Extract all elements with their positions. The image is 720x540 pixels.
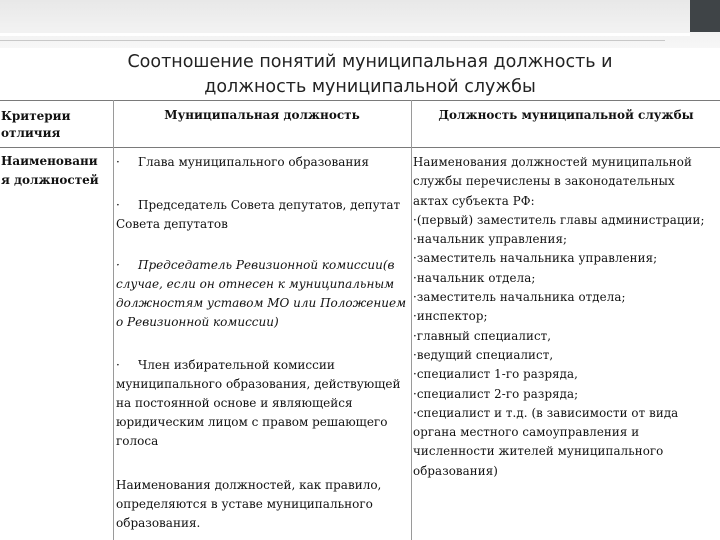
municipal-item-3	[116, 256, 410, 332]
municipal-item-2	[116, 196, 410, 234]
service-line: ·специалист 2-го разряда;	[413, 386, 579, 401]
header-criteria-line-1: Критерии	[1, 109, 71, 123]
row-label-position-names	[1, 152, 112, 190]
list-item-text: Председатель Ревизионной комиссии(в	[138, 258, 395, 272]
header-rule-white	[0, 33, 690, 36]
list-item-line: юридическим лицом с правом решающего	[116, 415, 388, 429]
service-line: ·начальник отдела;	[413, 270, 536, 285]
service-line: органа местного самоуправления и	[413, 425, 640, 440]
municipal-item-1	[116, 153, 410, 172]
row-label-line-1: Наименовани	[1, 154, 98, 168]
service-line: ·заместитель начальника управления;	[413, 251, 658, 266]
service-line: образования)	[413, 463, 498, 478]
municipal-note	[116, 476, 410, 533]
table-top-border	[0, 100, 720, 101]
list-item-line	[116, 196, 410, 215]
header-municipal-position: Муниципальная должность	[164, 108, 360, 122]
list-item-line: должностям уставом МО или Положением	[116, 296, 407, 310]
service-line: актах субъекта РФ:	[413, 193, 535, 208]
note-line: Наименования должностей, как правило,	[116, 478, 382, 492]
list-item-text: Член избирательной комиссии	[138, 358, 335, 372]
service-line: ·главный специалист,	[413, 328, 552, 343]
slide-title	[60, 50, 680, 100]
service-line: ·начальник управления;	[413, 232, 568, 247]
list-item-line: Совета депутатов	[116, 217, 228, 231]
list-item-line: муниципального образования, действующей	[116, 377, 401, 391]
bullet: ·	[116, 358, 120, 372]
note-line: определяются в уставе муниципального	[116, 497, 373, 511]
note-line: образования.	[116, 516, 201, 530]
slide-corner-block	[690, 0, 720, 32]
list-item-line	[116, 153, 410, 172]
row-label-line-2: я должностей	[1, 173, 99, 187]
service-positions-list	[413, 153, 719, 481]
service-line: численности жителей муниципального	[413, 444, 664, 459]
slide-title-line-1: Соотношение понятий муниципальная должность и	[127, 52, 613, 72]
list-item-text: Председатель Совета депутатов, депутат	[138, 198, 401, 212]
service-line: Наименования должностей муниципальной	[413, 155, 692, 169]
bullet: ·	[116, 198, 120, 212]
header-criteria-line-2: отличия	[1, 126, 61, 140]
table-header-border	[0, 147, 720, 148]
municipal-item-4	[116, 356, 410, 451]
header-criteria	[1, 108, 111, 142]
service-line: ·ведущий специалист,	[413, 347, 554, 362]
column-divider-1	[113, 100, 114, 540]
service-line: ·заместитель начальника отдела;	[413, 290, 626, 305]
list-item-line: голоса	[116, 434, 159, 448]
bullet: ·	[116, 155, 120, 169]
service-line: ·специалист 1-го разряда,	[413, 367, 579, 382]
list-item-line	[116, 256, 410, 275]
list-item-line	[116, 356, 410, 375]
service-line: ·инспектор;	[413, 309, 488, 324]
slide-title-line-2: должность муниципальной службы	[204, 77, 536, 97]
column-divider-2	[411, 100, 412, 540]
service-line: службы перечислены в законодательных	[413, 174, 675, 189]
list-item-text: Глава муниципального образования	[138, 155, 369, 169]
service-line: ·(первый) заместитель главы администрации;	[413, 212, 705, 227]
list-item-line: случае, если он отнесен к муниципальным	[116, 277, 395, 291]
header-service-position: Должность муниципальной службы	[438, 108, 694, 122]
list-item-line: на постоянной основе и являющейся	[116, 396, 353, 410]
bullet: ·	[116, 258, 120, 272]
list-item-line: о Ревизионной комиссии)	[116, 315, 279, 329]
service-line: ·специалист и т.д. (в зависимости от вида	[413, 405, 679, 420]
header-rule-gray	[0, 40, 665, 41]
